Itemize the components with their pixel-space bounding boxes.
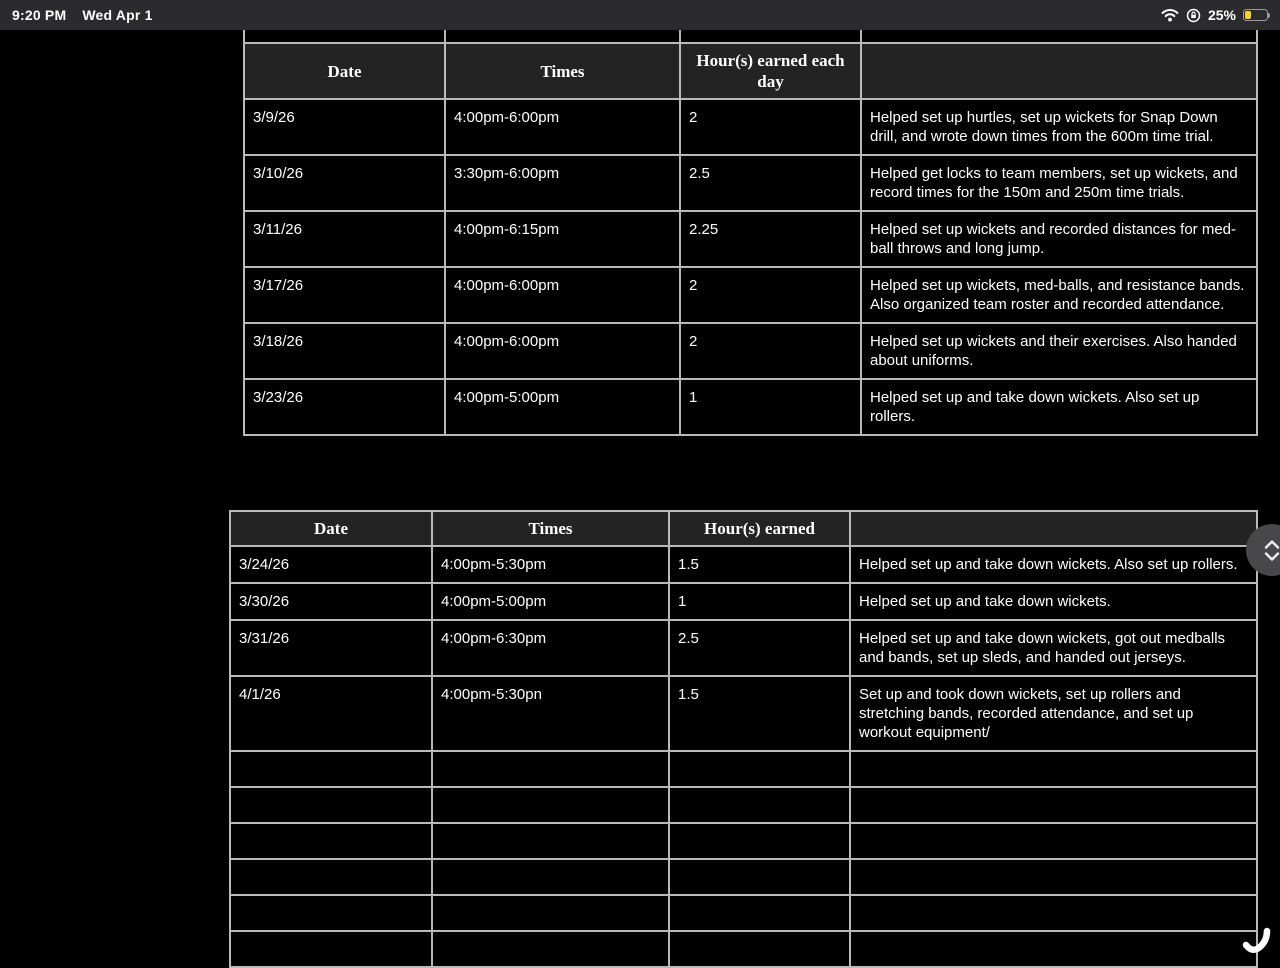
hours-cell[interactable]: 1 — [669, 583, 850, 620]
status-bar — [0, 0, 1280, 30]
hours-cell[interactable]: 1.5 — [669, 546, 850, 583]
header-hours[interactable]: Hour(s) earned each day — [680, 43, 861, 99]
chevron-down-icon[interactable] — [1264, 552, 1280, 561]
table-row — [230, 583, 1257, 620]
table-row — [244, 211, 1257, 267]
empty-row — [230, 787, 1257, 823]
table-row — [244, 323, 1257, 379]
header-times[interactable]: Times — [445, 43, 680, 99]
empty-cell[interactable] — [669, 823, 850, 859]
header-blank[interactable] — [850, 511, 1257, 546]
times-cell[interactable]: 4:00pm-5:30pm — [432, 546, 669, 583]
description-cell[interactable]: Helped set up and take down wickets, got out medballs and bands, set up sleds, and handed out jerseys. — [850, 620, 1257, 676]
empty-cell[interactable] — [230, 751, 432, 787]
date-cell[interactable]: 3/10/26 — [244, 155, 445, 211]
date-cell[interactable]: 3/23/26 — [244, 379, 445, 435]
empty-cell[interactable] — [669, 751, 850, 787]
hours-cell[interactable]: 1 — [680, 379, 861, 435]
clock-time: 9:20 PM — [12, 7, 67, 23]
table-row — [244, 267, 1257, 323]
date-cell[interactable]: 3/18/26 — [244, 323, 445, 379]
empty-cell[interactable] — [230, 859, 432, 895]
description-cell[interactable]: Set up and took down wickets, set up rollers and stretching bands, recorded attendance, and set up workout equipment/ — [850, 676, 1257, 751]
empty-cell[interactable] — [850, 859, 1257, 895]
hours-cell[interactable]: 2 — [680, 323, 861, 379]
table-row — [230, 676, 1257, 751]
clipped-cell[interactable] — [680, 30, 861, 43]
hours-cell[interactable]: 1.5 — [669, 676, 850, 751]
clipped-row — [244, 30, 1257, 43]
header-date[interactable]: Date — [230, 511, 432, 546]
hours-table-top — [243, 30, 1258, 436]
date-cell[interactable]: 3/30/26 — [230, 583, 432, 620]
date-cell[interactable]: 3/11/26 — [244, 211, 445, 267]
rotation-lock-icon — [1186, 8, 1201, 23]
description-cell[interactable]: Helped set up and take down wickets. — [850, 583, 1257, 620]
header-hours[interactable]: Hour(s) earned — [669, 511, 850, 546]
hours-cell[interactable]: 2.5 — [680, 155, 861, 211]
date-cell[interactable]: 3/24/26 — [230, 546, 432, 583]
empty-cell[interactable] — [432, 931, 669, 967]
description-cell[interactable]: Helped get locks to team members, set up wickets, and record times for the 150m and 250m time trials. — [861, 155, 1257, 211]
empty-cell[interactable] — [432, 895, 669, 931]
description-cell[interactable]: Helped set up and take down wickets. Also set up rollers. — [850, 546, 1257, 583]
times-cell[interactable]: 4:00pm-6:00pm — [445, 99, 680, 155]
empty-cell[interactable] — [669, 787, 850, 823]
crescent-stroke-mark — [1240, 920, 1280, 962]
header-blank[interactable] — [861, 43, 1257, 99]
empty-cell[interactable] — [432, 823, 669, 859]
empty-cell[interactable] — [850, 895, 1257, 931]
empty-cell[interactable] — [230, 895, 432, 931]
clipped-cell[interactable] — [244, 30, 445, 43]
empty-cell[interactable] — [432, 859, 669, 895]
empty-cell[interactable] — [230, 823, 432, 859]
description-cell[interactable]: Helped set up wickets, med-balls, and resistance bands. Also organized team roster and recorded attendance. — [861, 267, 1257, 323]
header-row — [244, 43, 1257, 99]
empty-cell[interactable] — [669, 931, 850, 967]
header-times[interactable]: Times — [432, 511, 669, 546]
empty-cell[interactable] — [850, 823, 1257, 859]
table-row — [244, 379, 1257, 435]
empty-cell[interactable] — [850, 751, 1257, 787]
empty-row — [230, 823, 1257, 859]
empty-row — [230, 895, 1257, 931]
hours-table-bottom — [229, 510, 1258, 968]
empty-row — [230, 751, 1257, 787]
clipped-cell[interactable] — [445, 30, 680, 43]
empty-cell[interactable] — [230, 931, 432, 967]
date-cell[interactable]: 3/31/26 — [230, 620, 432, 676]
times-cell[interactable]: 4:00pm-6:00pm — [445, 267, 680, 323]
times-cell[interactable]: 4:00pm-5:00pm — [445, 379, 680, 435]
hours-cell[interactable]: 2 — [680, 99, 861, 155]
times-cell[interactable]: 4:00pm-6:15pm — [445, 211, 680, 267]
battery-percent: 25% — [1207, 7, 1236, 23]
clipped-cell[interactable] — [861, 30, 1257, 43]
header-date[interactable]: Date — [244, 43, 445, 99]
description-cell[interactable]: Helped set up and take down wickets. Also set up rollers. — [861, 379, 1257, 435]
times-cell[interactable]: 3:30pm-6:00pm — [445, 155, 680, 211]
empty-cell[interactable] — [669, 895, 850, 931]
date-cell[interactable]: 4/1/26 — [230, 676, 432, 751]
table-row — [244, 155, 1257, 211]
date-cell[interactable]: 3/17/26 — [244, 267, 445, 323]
description-cell[interactable]: Helped set up hurtles, set up wickets for Snap Down drill, and wrote down times from the 600m time trial. — [861, 99, 1257, 155]
empty-cell[interactable] — [432, 751, 669, 787]
times-cell[interactable]: 4:00pm-5:00pm — [432, 583, 669, 620]
empty-cell[interactable] — [230, 787, 432, 823]
hours-cell[interactable]: 2.25 — [680, 211, 861, 267]
empty-cell[interactable] — [850, 931, 1257, 967]
table-row — [230, 620, 1257, 676]
empty-cell[interactable] — [432, 787, 669, 823]
empty-cell[interactable] — [669, 859, 850, 895]
hours-cell[interactable]: 2 — [680, 267, 861, 323]
times-cell[interactable]: 4:00pm-6:00pm — [445, 323, 680, 379]
description-cell[interactable]: Helped set up wickets and their exercises. Also handed about uniforms. — [861, 323, 1257, 379]
description-cell[interactable]: Helped set up wickets and recorded distances for med-ball throws and long jump. — [861, 211, 1257, 267]
empty-cell[interactable] — [850, 787, 1257, 823]
wifi-icon — [1161, 8, 1179, 22]
times-cell[interactable]: 4:00pm-5:30pn — [432, 676, 669, 751]
empty-row — [230, 931, 1257, 967]
chevron-up-icon[interactable] — [1264, 540, 1280, 549]
date-cell[interactable]: 3/9/26 — [244, 99, 445, 155]
hours-cell[interactable]: 2.5 — [669, 620, 850, 676]
battery-icon — [1243, 9, 1268, 21]
clock-date: Wed Apr 1 — [82, 7, 153, 23]
header-row — [230, 511, 1257, 546]
table-row — [244, 99, 1257, 155]
table-row — [230, 546, 1257, 583]
empty-row — [230, 859, 1257, 895]
times-cell[interactable]: 4:00pm-6:30pm — [432, 620, 669, 676]
